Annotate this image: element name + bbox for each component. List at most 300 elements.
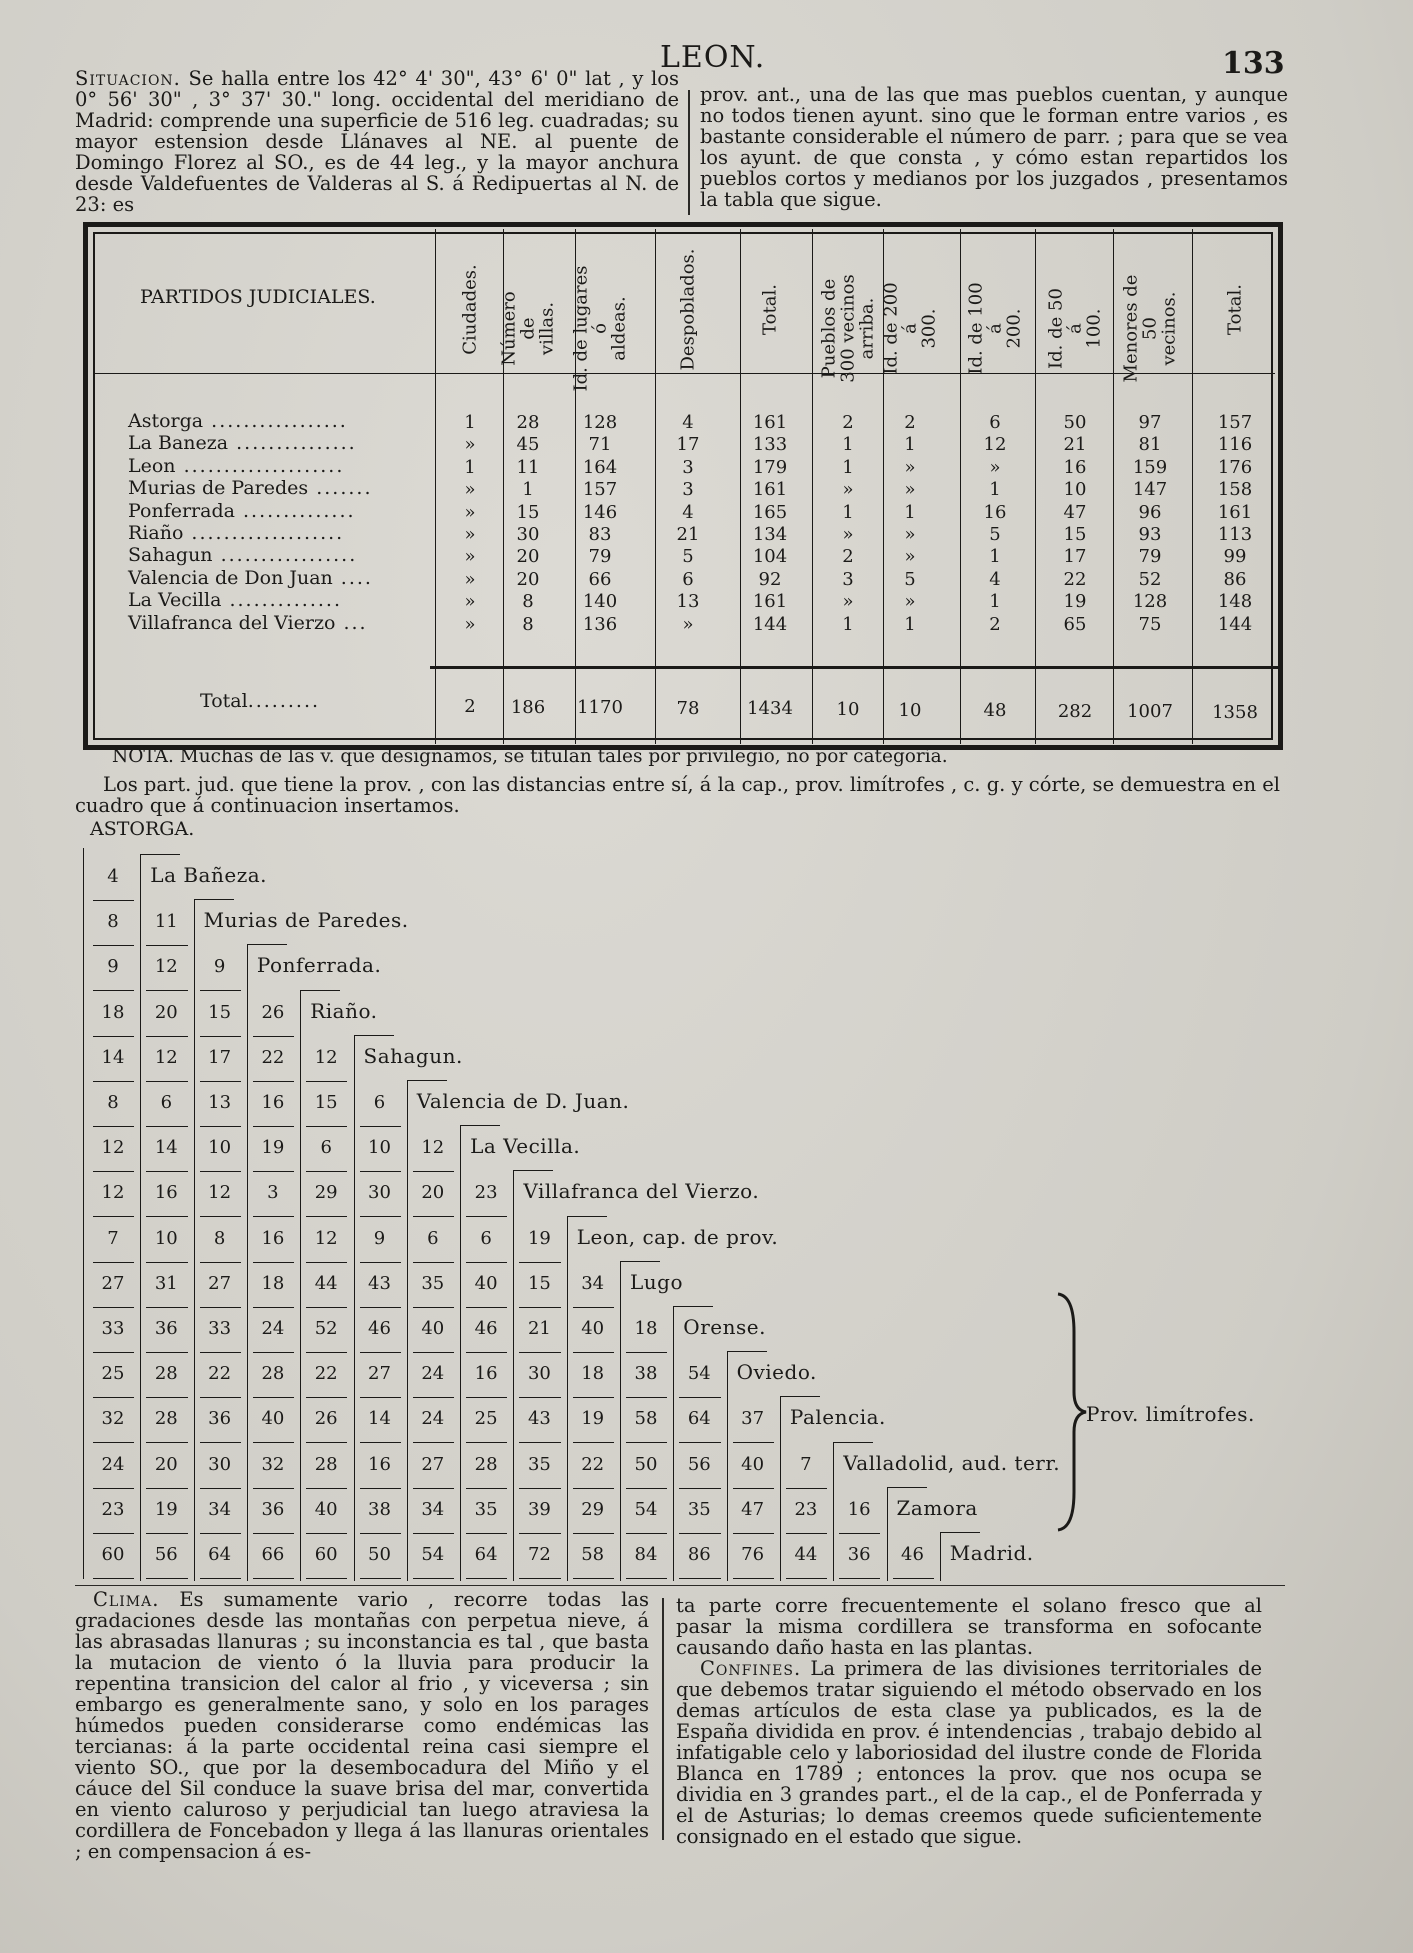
- distance-cell: 40: [741, 1453, 765, 1475]
- stats-col-header: Menores de 50 vecinos.: [1120, 274, 1180, 383]
- distance-row-label: Murias de Paredes.: [203, 908, 409, 933]
- distance-cell-underline: [200, 1397, 241, 1398]
- dot-leader: .......: [308, 477, 373, 500]
- distance-cell: 24: [101, 1453, 125, 1475]
- distance-cell: 27: [101, 1272, 125, 1294]
- distance-cell: 16: [261, 1227, 285, 1249]
- stats-row-label: Villafranca del Vierzo: [128, 611, 336, 634]
- distance-row-label: La Bañeza.: [150, 863, 268, 887]
- distance-row-label: Palencia.: [789, 1405, 886, 1430]
- distance-col-divider: [940, 1532, 941, 1581]
- stats-total-cell: 282: [1057, 700, 1093, 722]
- distance-cell: 16: [368, 1453, 391, 1475]
- distance-cell-underline: [466, 1352, 507, 1353]
- distance-cell: 44: [314, 1272, 338, 1294]
- distance-cell-underline: [466, 1533, 507, 1534]
- distance-cell: 58: [581, 1544, 605, 1565]
- distance-cell-underline: [413, 1488, 454, 1489]
- stats-cell: »: [904, 479, 916, 501]
- distance-cell-underline: [200, 1442, 241, 1443]
- distance-cell: 16: [847, 1498, 871, 1520]
- distance-cell: 34: [208, 1498, 232, 1520]
- distance-label-rule: [407, 1080, 447, 1081]
- distance-cell: 18: [101, 1001, 125, 1023]
- stats-cell: 116: [1217, 434, 1253, 456]
- stats-cell: 21: [676, 524, 700, 545]
- distance-cell: 12: [154, 1046, 178, 1068]
- distance-label-rule: [833, 1442, 873, 1443]
- stats-cell: 16: [1063, 456, 1087, 478]
- stats-cell: 22: [1063, 568, 1087, 590]
- distance-cell: 52: [314, 1318, 338, 1339]
- distance-cell: 22: [581, 1453, 605, 1475]
- distance-cell-underline: [253, 1216, 294, 1217]
- distance-cell: 47: [741, 1498, 765, 1520]
- distance-cell-underline: [679, 1488, 720, 1489]
- stats-cell: »: [904, 591, 916, 613]
- page-number: 133: [1222, 46, 1285, 81]
- stats-cell: 96: [1138, 501, 1162, 523]
- distance-cell-underline: [839, 1533, 880, 1534]
- stats-cell: »: [842, 591, 854, 613]
- distance-label-rule: [620, 1261, 660, 1262]
- stats-cell: 3: [682, 479, 694, 501]
- distance-cell: 50: [634, 1453, 658, 1475]
- distance-label-rule: [940, 1532, 980, 1533]
- dot-leader: ...............: [228, 432, 357, 455]
- distance-cell-underline: [466, 1216, 507, 1217]
- distance-cell: 22: [314, 1363, 338, 1385]
- distance-cell-underline: [466, 1488, 507, 1489]
- distance-cell-underline: [93, 1216, 134, 1217]
- clima-text: Es sumamente vario , recorre todas las gradaciones desde las montañas con perpetua nieve, á las abrasadas llanuras ; su inconstancia es tal , que basta la mutacion de viento ó la lluvia para producir la repentina transicion del calor al frio , y viceversa ; sin embargo es generalmente sano, y solo en los parages húmedos pueden considerarse como endémicas las tercianas: á la parte occidental reina casi siempre el viento SO., que por la desembocadura del Miño y el cáuce del Sil conduce la suave brisa del mar, convertida en viento caluroso y perjudicial tan luego atraviesa la cordillera de Foncebadon y llega á las llanuras orientales ; en compensacion á es-: [75, 1588, 649, 1863]
- distance-cell-underline: [146, 1081, 187, 1082]
- distance-cell: 46: [901, 1544, 924, 1565]
- distance-cell-underline: [200, 1262, 241, 1263]
- distance-cell: 28: [474, 1453, 498, 1475]
- distance-cell: 12: [314, 1227, 338, 1249]
- distance-cell-underline: [200, 1352, 241, 1353]
- distance-cell-underline: [466, 1397, 507, 1398]
- stats-cell: 1: [464, 456, 476, 478]
- distance-cell: 72: [527, 1544, 551, 1565]
- dot-leader: ...: [335, 611, 368, 634]
- distance-cell: 64: [208, 1544, 232, 1565]
- stats-cell: »: [464, 568, 476, 590]
- dot-leader: ..............: [234, 499, 356, 522]
- clima-label: Clima.: [93, 1588, 160, 1611]
- stats-cell: 86: [1223, 568, 1247, 590]
- distance-cell: 76: [741, 1544, 765, 1565]
- distance-cell: 12: [154, 956, 178, 978]
- stats-col-header: Total.: [1224, 284, 1246, 335]
- situacion-label: Situacion.: [75, 67, 181, 90]
- stats-cell: 83: [588, 524, 612, 545]
- distance-cell-underline: [626, 1578, 667, 1579]
- distance-cell: 25: [474, 1408, 498, 1430]
- stats-cell: 5: [989, 524, 1001, 545]
- distance-cell-underline: [519, 1262, 560, 1263]
- stats-cell: 13: [676, 591, 700, 613]
- distance-cell: 40: [581, 1318, 605, 1339]
- stats-cell: 134: [752, 524, 788, 545]
- distance-row-label: Sahagun.: [363, 1043, 463, 1068]
- stats-cell: 45: [516, 434, 540, 456]
- distance-label-rule: [247, 944, 287, 945]
- distance-cell: 27: [368, 1363, 391, 1385]
- distance-cell: 36: [208, 1408, 232, 1430]
- distance-cell-underline: [93, 1488, 134, 1489]
- stats-row-name: [128, 544, 357, 566]
- distance-cell: 37: [741, 1408, 765, 1430]
- stats-col-header: Número de villas.: [498, 291, 558, 366]
- stats-cell: 81: [1138, 434, 1162, 456]
- stats-row-label: Valencia de Don Juan: [128, 566, 333, 589]
- stats-cell: 11: [516, 456, 540, 478]
- dot-leader: ..............: [221, 589, 342, 612]
- distance-cell: 38: [634, 1363, 658, 1385]
- distance-cell-underline: [253, 1397, 294, 1398]
- distance-cell: 15: [314, 1092, 338, 1113]
- distance-cell-underline: [146, 1578, 187, 1579]
- stats-cell: 1: [842, 501, 854, 523]
- stats-cell: 30: [516, 524, 540, 545]
- distance-cell-underline: [306, 1126, 347, 1127]
- distance-cell-underline: [519, 1533, 560, 1534]
- distance-cell-underline: [626, 1442, 667, 1443]
- distance-cell-underline: [573, 1442, 614, 1443]
- distance-cell-underline: [253, 1307, 294, 1308]
- intro-text: Los part. jud. que tiene la prov. , con las distancias entre sí, á la cap., prov. limítrofes , c. g. y córte, se demuestra en el cuadro que á continuacion insertamos.: [75, 773, 1280, 817]
- stats-total-row: [200, 690, 320, 712]
- distance-cell-underline: [93, 1081, 134, 1082]
- distance-cell: 43: [368, 1272, 391, 1294]
- distance-cell: 16: [261, 1092, 285, 1113]
- distance-cell: 9: [373, 1227, 386, 1249]
- distance-cell-underline: [93, 1578, 134, 1579]
- distance-cell-underline: [413, 1442, 454, 1443]
- distance-cell: 18: [581, 1363, 605, 1385]
- stats-total-cell: 2: [464, 696, 476, 717]
- distance-cell-underline: [146, 1442, 187, 1443]
- column-divider-bottom: [662, 1598, 664, 1840]
- distance-cell-underline: [93, 1533, 134, 1534]
- distance-cell-underline: [200, 1171, 241, 1172]
- distance-cell-underline: [253, 1533, 294, 1534]
- distance-cell: 29: [581, 1498, 605, 1520]
- distance-cell-underline: [93, 1307, 134, 1308]
- distance-cell: 58: [634, 1408, 658, 1430]
- stats-cell: 19: [1063, 591, 1087, 613]
- distance-cell: 25: [101, 1363, 125, 1385]
- distance-cell: 18: [634, 1318, 658, 1339]
- stats-cell: 1: [842, 434, 854, 456]
- stats-cell: 71: [588, 434, 612, 456]
- distance-cell: 33: [208, 1318, 232, 1339]
- distance-row-label: Orense.: [683, 1315, 766, 1339]
- stats-cell: 1: [464, 412, 476, 433]
- stats-col-header: Ciudades.: [459, 264, 481, 355]
- distance-cell-underline: [93, 1442, 134, 1443]
- distance-cell-underline: [466, 1578, 507, 1579]
- distance-cell: 23: [474, 1182, 498, 1204]
- stats-cell: 140: [582, 591, 618, 613]
- stats-col-header: Id. de lugares ó aldeas.: [570, 265, 630, 392]
- distance-cell: 22: [208, 1363, 232, 1385]
- dot-leader: .................: [212, 544, 358, 567]
- distance-cell-underline: [413, 1352, 454, 1353]
- distance-cell: 6: [160, 1092, 173, 1113]
- distance-table-title: ASTORGA.: [90, 818, 195, 840]
- distance-cell-underline: [93, 1352, 134, 1353]
- stats-cell: 17: [1063, 546, 1087, 568]
- distance-cell-underline: [93, 1262, 134, 1263]
- stats-col-header: Total.: [759, 284, 781, 335]
- distance-cell-underline: [306, 1578, 347, 1579]
- stats-cell: 144: [1217, 613, 1253, 635]
- distance-cell-underline: [253, 1126, 294, 1127]
- stats-cell: 28: [516, 412, 540, 433]
- distance-cell: 12: [314, 1046, 338, 1068]
- stats-cell: 15: [516, 501, 540, 523]
- distance-cell: 19: [261, 1137, 285, 1159]
- distance-label-rule: [140, 854, 180, 855]
- distance-cell: 40: [314, 1498, 338, 1520]
- distance-cell-underline: [93, 990, 134, 991]
- distance-cell: 34: [421, 1498, 445, 1520]
- distance-cell-underline: [200, 1036, 241, 1037]
- distance-cell: 23: [101, 1498, 125, 1520]
- stats-cell: 3: [842, 568, 854, 590]
- stats-cell: 147: [1132, 479, 1168, 501]
- distance-cell: 8: [213, 1227, 226, 1249]
- distance-row-label: La Vecilla.: [470, 1134, 581, 1159]
- distance-cell-underline: [413, 1578, 454, 1579]
- dot-leader: ....: [332, 566, 373, 589]
- distance-cell-underline: [573, 1397, 614, 1398]
- stats-cell: 1: [904, 434, 916, 456]
- distance-cell-underline: [93, 1036, 134, 1037]
- stats-row-label: Riaño: [128, 522, 184, 544]
- distance-row-label: Lugo: [630, 1269, 684, 1294]
- stats-cell: »: [842, 479, 854, 501]
- distance-cell: 44: [794, 1544, 818, 1565]
- distance-cell: 15: [527, 1272, 551, 1294]
- distance-cell-underline: [200, 1488, 241, 1489]
- distance-cell: 35: [474, 1498, 498, 1520]
- distance-row-label: Zamora: [896, 1495, 978, 1520]
- distance-cell-underline: [360, 1216, 401, 1217]
- distance-row-label: Oviedo.: [736, 1360, 817, 1385]
- stats-row-label: Leon: [128, 454, 176, 477]
- distance-cell: 40: [421, 1318, 445, 1339]
- distance-cell: 86: [687, 1544, 711, 1565]
- distance-left-rule: [83, 848, 84, 1579]
- distance-cell-underline: [360, 1352, 401, 1353]
- stats-cell: 52: [1138, 568, 1162, 590]
- distance-cell-underline: [146, 1488, 187, 1489]
- distance-cell: 24: [261, 1318, 285, 1339]
- stats-cell: 146: [582, 501, 618, 523]
- stats-cell: 113: [1217, 524, 1253, 545]
- distance-cell-underline: [573, 1488, 614, 1489]
- distance-cell-underline: [253, 1081, 294, 1082]
- stats-cell: 161: [752, 591, 788, 613]
- stats-cell: 79: [588, 546, 612, 568]
- distance-cell: 35: [421, 1272, 445, 1294]
- distance-cell: 30: [368, 1182, 391, 1204]
- distance-cell: 34: [581, 1272, 605, 1294]
- distance-cell-underline: [146, 1126, 187, 1127]
- distance-cell-underline: [413, 1171, 454, 1172]
- stats-cell: 161: [752, 479, 788, 501]
- distance-cell: 26: [314, 1408, 338, 1430]
- distance-cell: 54: [421, 1544, 445, 1565]
- distance-cell: 29: [314, 1182, 338, 1204]
- stats-cell: 10: [1063, 479, 1087, 501]
- distance-cell-underline: [360, 1307, 401, 1308]
- distance-label-rule: [194, 899, 234, 900]
- distance-cell: 27: [208, 1272, 232, 1294]
- stats-cell: 5: [682, 546, 694, 568]
- distance-cell: 6: [373, 1092, 386, 1113]
- distance-cell: 19: [527, 1227, 551, 1249]
- stats-cell: 2: [842, 546, 854, 568]
- stats-cell: »: [464, 524, 476, 545]
- stats-cell: 165: [752, 501, 788, 523]
- distance-label-rule: [887, 1487, 927, 1488]
- distance-cell-underline: [626, 1397, 667, 1398]
- stats-total-cell: 1434: [747, 698, 793, 720]
- stats-cell: 92: [758, 568, 782, 590]
- distance-cell-underline: [253, 1171, 294, 1172]
- distance-cell: 21: [527, 1318, 551, 1339]
- stats-cell: 16: [983, 501, 1007, 523]
- distance-cell: 32: [261, 1453, 285, 1475]
- distance-cell: 64: [474, 1544, 498, 1565]
- distance-cell-underline: [573, 1578, 614, 1579]
- distance-cell: 11: [154, 911, 178, 933]
- distance-cell: 60: [101, 1544, 125, 1565]
- distance-cell-underline: [253, 1578, 294, 1579]
- distance-cell: 24: [421, 1363, 445, 1385]
- distance-cell: 22: [261, 1046, 285, 1068]
- stats-first-header: PARTIDOS JUDICIALES.: [140, 286, 376, 308]
- stats-cell: 158: [1217, 479, 1253, 501]
- distance-cell-underline: [413, 1533, 454, 1534]
- distance-cell: 20: [154, 1001, 178, 1023]
- stats-cell: 99: [1223, 546, 1247, 568]
- distance-label-rule: [727, 1351, 767, 1352]
- stats-cell: 2: [842, 412, 854, 433]
- distance-cell-underline: [253, 1442, 294, 1443]
- distance-cell: 54: [687, 1363, 711, 1385]
- distance-cell: 35: [527, 1453, 551, 1475]
- distance-cell: 36: [847, 1544, 871, 1565]
- distance-cell: 26: [261, 1001, 285, 1023]
- distance-label-rule: [513, 1170, 553, 1171]
- distance-cell-underline: [306, 1081, 347, 1082]
- stats-cell: 15: [1063, 524, 1087, 545]
- distance-cell: 16: [154, 1182, 178, 1204]
- distance-row-label: Madrid.: [949, 1541, 1034, 1565]
- distance-cell-underline: [573, 1352, 614, 1353]
- distance-cell-underline: [306, 1488, 347, 1489]
- stats-cell: 6: [682, 568, 694, 590]
- distance-cell: 10: [208, 1137, 232, 1159]
- stats-cell: 1: [989, 591, 1001, 613]
- distance-cell: 18: [261, 1272, 285, 1294]
- stats-cell: 2: [989, 613, 1001, 635]
- stats-cell: 133: [752, 434, 788, 456]
- column-divider-top: [688, 90, 690, 215]
- distance-cell: 50: [368, 1544, 391, 1565]
- distance-cell: 54: [634, 1498, 658, 1520]
- distance-cell-underline: [360, 1533, 401, 1534]
- stats-cell: »: [464, 479, 476, 501]
- distance-cell: 19: [581, 1408, 605, 1430]
- distance-cell-underline: [733, 1533, 774, 1534]
- distance-cell: 35: [687, 1498, 711, 1520]
- stats-total-cell: 186: [510, 696, 546, 718]
- distance-cell: 39: [527, 1498, 551, 1520]
- stats-cell: 136: [582, 613, 618, 635]
- distance-cell: 12: [101, 1137, 125, 1159]
- stats-cell: 20: [516, 568, 540, 590]
- distance-cell: 8: [107, 1092, 119, 1113]
- distance-label-rule: [354, 1035, 394, 1036]
- distance-cell-underline: [360, 1126, 401, 1127]
- stats-col-header: Pueblos de 300 vecinos arriba.: [818, 274, 878, 383]
- distance-cell-underline: [146, 1171, 187, 1172]
- stats-cell: »: [842, 524, 854, 545]
- distance-cell-underline: [200, 1081, 241, 1082]
- distance-cell: 12: [101, 1182, 125, 1204]
- clima-continuation: ta parte corre frecuentemente el solano fresco que al pasar la misma cordillera se transforma en sofocante causando daño hasta en las plantas.: [676, 1594, 1262, 1659]
- distance-cell: 30: [527, 1363, 551, 1385]
- distance-cell-underline: [146, 945, 187, 946]
- stats-cell: 164: [582, 456, 618, 478]
- stats-cell: 65: [1063, 613, 1087, 635]
- distance-cell-underline: [306, 1352, 347, 1353]
- stats-cell: 4: [989, 568, 1001, 590]
- distance-cell: 28: [154, 1363, 178, 1385]
- stats-cell: 93: [1138, 524, 1162, 545]
- stats-col-header: Id. de 100 á 200.: [965, 282, 1025, 375]
- distance-col-divider: [887, 1487, 888, 1581]
- stats-cell: »: [904, 524, 916, 545]
- distance-row-label: Leon, cap. de prov.: [576, 1224, 779, 1249]
- distance-cell: 7: [107, 1227, 119, 1249]
- stats-cell: 104: [752, 546, 788, 568]
- distance-cell-underline: [200, 1533, 241, 1534]
- distance-cell-underline: [573, 1533, 614, 1534]
- stats-cell: »: [464, 613, 476, 635]
- stats-cell: 12: [983, 434, 1007, 456]
- distance-cell: 27: [421, 1453, 445, 1475]
- stats-cell: 8: [522, 591, 534, 613]
- distance-cell-underline: [786, 1578, 827, 1579]
- distance-cell: 3: [267, 1182, 279, 1204]
- distance-label-rule: [460, 1125, 500, 1126]
- distance-cell-underline: [146, 1397, 187, 1398]
- section-divider: [75, 1585, 1285, 1586]
- distance-cell-underline: [413, 1397, 454, 1398]
- distance-cell: 12: [421, 1137, 445, 1159]
- stats-cell: 157: [1217, 412, 1253, 433]
- stats-total-cell: 78: [676, 697, 700, 719]
- stats-cell: 179: [752, 456, 788, 478]
